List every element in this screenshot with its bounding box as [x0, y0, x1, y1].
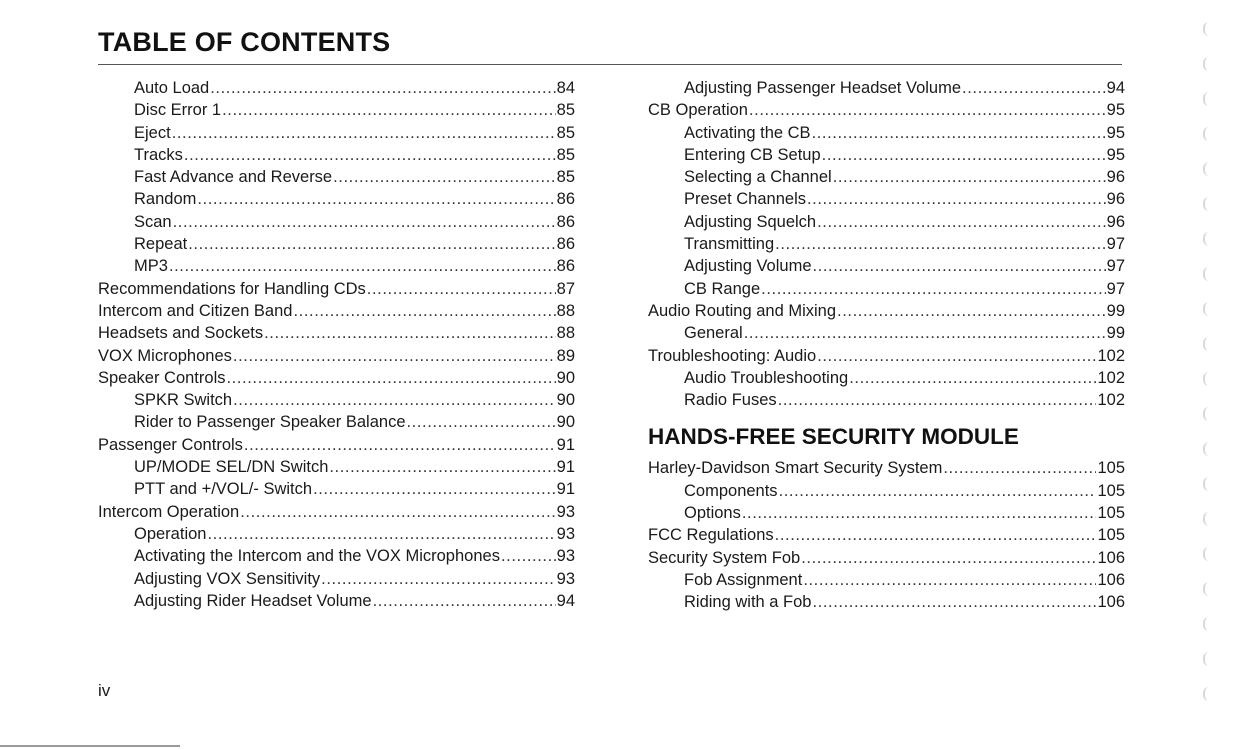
toc-entry[interactable]: [648, 211, 1125, 233]
toc-entry-label: Security System Fob: [648, 548, 801, 567]
toc-right-list: [648, 77, 1125, 411]
toc-entry-page: 90: [556, 368, 575, 387]
binding-mark: [1203, 687, 1211, 701]
toc-entry-page: 105: [1097, 526, 1125, 545]
toc-entry-label: VOX Microphones: [98, 346, 232, 365]
toc-entry-page: 97: [1106, 235, 1125, 254]
dot-leader: [313, 478, 556, 500]
toc-entry-label: Radio Fuses: [684, 391, 777, 410]
toc-left-column: [98, 77, 575, 612]
toc-entry-label: Options: [684, 504, 741, 523]
toc-entry-page: 88: [556, 301, 575, 320]
toc-entry-label: Repeat: [134, 235, 188, 254]
toc-entry[interactable]: [648, 77, 1125, 99]
toc-entry-label: Passenger Controls: [98, 435, 243, 454]
dot-leader: [197, 188, 555, 210]
toc-entry-label: Auto Load: [134, 79, 210, 97]
toc-entry-page: 86: [556, 235, 575, 254]
toc-entry[interactable]: [98, 322, 575, 344]
toc-entry[interactable]: [648, 322, 1125, 344]
dot-leader: [803, 569, 1096, 591]
binding-mark: [1203, 337, 1211, 351]
toc-entry[interactable]: [648, 255, 1125, 277]
toc-entry[interactable]: [98, 278, 575, 300]
binding-mark: [1203, 92, 1211, 106]
binding-mark: [1203, 302, 1211, 316]
binding-mark: [1203, 232, 1211, 246]
dot-leader: [169, 255, 556, 277]
title-divider: [98, 64, 1122, 65]
toc-entry-label: SPKR Switch: [134, 391, 233, 410]
toc-entry-label: CB Range: [684, 279, 761, 298]
dot-leader: [779, 480, 1097, 502]
toc-security-list: [648, 457, 1125, 613]
binding-mark: [1203, 267, 1211, 281]
binding-mark: [1203, 407, 1211, 421]
dot-leader: [226, 367, 555, 389]
toc-entry[interactable]: [648, 300, 1125, 322]
section-heading-security: HANDS-FREE SECURITY MODULE: [648, 424, 1019, 450]
toc-entry-page: 85: [556, 168, 575, 187]
toc-entry-label: Riding with a Fob: [684, 593, 812, 612]
toc-entry-label: Adjusting Volume: [684, 257, 812, 276]
dot-leader: [501, 545, 556, 567]
dot-leader: [407, 411, 556, 433]
toc-entry-page: 93: [556, 524, 575, 543]
toc-entry-label: Harley-Davidson Smart Security System: [648, 459, 943, 478]
binding-mark: [1203, 372, 1211, 386]
toc-entry-label: Intercom and Citizen Band: [98, 301, 293, 320]
toc-entry-page: 86: [556, 212, 575, 231]
binding-mark: [1203, 477, 1211, 491]
toc-entry-page: 105: [1097, 459, 1125, 478]
page-title: TABLE OF CONTENTS: [98, 27, 391, 57]
toc-entry[interactable]: [98, 389, 575, 411]
toc-entry-label: Fob Assignment: [684, 570, 803, 589]
toc-entry[interactable]: [648, 188, 1125, 210]
toc-entry-page: 105: [1097, 481, 1125, 500]
toc-entry[interactable]: [648, 591, 1125, 613]
toc-entry[interactable]: [98, 478, 575, 500]
dot-leader: [244, 434, 556, 456]
dot-leader: [849, 367, 1096, 389]
toc-entry[interactable]: [98, 211, 575, 233]
toc-entry-label: Recommendations for Handling CDs: [98, 279, 366, 298]
dot-leader: [817, 345, 1096, 367]
dot-leader: [373, 590, 556, 612]
toc-entry-label: Audio Troubleshooting: [684, 368, 849, 387]
toc-entry-page: 95: [1106, 123, 1125, 142]
binding-mark: [1203, 22, 1211, 36]
dot-leader: [329, 456, 555, 478]
toc-entry-page: 91: [556, 458, 575, 477]
toc-entry-label: MP3: [134, 257, 168, 276]
dot-leader: [210, 77, 555, 99]
dot-leader: [207, 523, 555, 545]
toc-entry-label: Intercom Operation: [98, 502, 240, 521]
binding-mark: [1203, 512, 1211, 526]
toc-entry[interactable]: [98, 77, 575, 99]
toc-entry-label: Speaker Controls: [98, 368, 226, 387]
toc-entry-label: Adjusting Rider Headset Volume: [134, 591, 372, 610]
dot-leader: [943, 457, 1096, 479]
dot-leader: [188, 233, 555, 255]
toc-entry-label: Activating the Intercom and the VOX Microphones: [134, 547, 500, 566]
toc-entry-page: 91: [556, 435, 575, 454]
toc-entry[interactable]: [98, 590, 575, 612]
dot-leader: [264, 322, 556, 344]
dot-leader: [749, 99, 1106, 121]
toc-entry-label: Selecting a Channel: [684, 168, 832, 187]
toc-entry[interactable]: [98, 523, 575, 545]
binding-mark: [1203, 617, 1211, 631]
toc-entry-page: 86: [556, 257, 575, 276]
toc-entry-page: 97: [1106, 257, 1125, 276]
toc-entry-label: Preset Channels: [684, 190, 806, 209]
toc-entry-label: Adjusting Squelch: [684, 212, 817, 231]
toc-entry-label: General: [684, 324, 743, 343]
toc-entry-label: Headsets and Sockets: [98, 324, 264, 343]
binding-mark: [1203, 582, 1211, 596]
dot-leader: [833, 166, 1106, 188]
dot-leader: [233, 345, 556, 367]
dot-leader: [778, 389, 1097, 411]
toc-entry-page: 87: [556, 279, 575, 298]
toc-entry-page: 94: [1106, 79, 1125, 97]
toc-entry-label: Rider to Passenger Speaker Balance: [134, 413, 406, 432]
toc-entry[interactable]: [648, 144, 1125, 166]
dot-leader: [801, 547, 1096, 569]
toc-entry-label: Fast Advance and Reverse: [134, 168, 333, 187]
toc-entry-label: Components: [684, 481, 778, 500]
toc-entry[interactable]: [98, 99, 575, 121]
toc-entry[interactable]: [98, 456, 575, 478]
toc-entry[interactable]: [648, 569, 1125, 591]
toc-entry[interactable]: [648, 367, 1125, 389]
dot-leader: [962, 77, 1106, 99]
dot-leader: [813, 255, 1106, 277]
dot-leader: [775, 233, 1105, 255]
toc-entry-page: 106: [1097, 548, 1125, 567]
toc-entry-page: 88: [556, 324, 575, 343]
toc-entry-label: FCC Regulations: [648, 526, 774, 545]
toc-entry[interactable]: [98, 367, 575, 389]
toc-entry-label: Troubleshooting: Audio: [648, 346, 817, 365]
toc-entry[interactable]: [648, 233, 1125, 255]
toc-entry-page: 90: [556, 391, 575, 410]
toc-entry-page: 84: [556, 79, 575, 97]
toc-entry-label: Activating the CB: [684, 123, 811, 142]
toc-entry-page: 91: [556, 480, 575, 499]
toc-entry-label: Operation: [134, 524, 207, 543]
toc-right-column: [648, 77, 1125, 614]
page-number: iv: [98, 681, 111, 700]
dot-leader: [293, 300, 555, 322]
toc-entry-page: 99: [1106, 324, 1125, 343]
toc-entry-label: Audio Routing and Mixing: [648, 301, 837, 320]
toc-entry-page: 95: [1106, 101, 1125, 120]
toc-entry[interactable]: [98, 144, 575, 166]
toc-entry[interactable]: [648, 480, 1125, 502]
toc-entry[interactable]: [98, 434, 575, 456]
toc-entry-page: 85: [556, 101, 575, 120]
toc-entry-page: 106: [1097, 570, 1125, 589]
toc-entry-page: 97: [1106, 279, 1125, 298]
dot-leader: [333, 166, 556, 188]
dot-leader: [812, 591, 1096, 613]
toc-entry-page: 93: [556, 547, 575, 566]
toc-entry-label: Scan: [134, 212, 172, 231]
dot-leader: [744, 322, 1106, 344]
toc-entry[interactable]: [98, 255, 575, 277]
toc-entry-page: 90: [556, 413, 575, 432]
toc-entry[interactable]: [98, 545, 575, 567]
binding-mark: [1203, 127, 1211, 141]
dot-leader: [761, 278, 1106, 300]
dot-leader: [822, 144, 1106, 166]
dot-leader: [817, 211, 1106, 233]
dot-leader: [233, 389, 556, 411]
dot-leader: [742, 502, 1097, 524]
toc-entry[interactable]: [98, 166, 575, 188]
dot-leader: [837, 300, 1106, 322]
toc-entry[interactable]: [648, 122, 1125, 144]
toc-entry-page: 102: [1097, 368, 1125, 387]
toc-entry[interactable]: [98, 411, 575, 433]
toc-entry-page: 102: [1097, 346, 1125, 365]
toc-entry-page: 89: [556, 346, 575, 365]
toc-entry-label: PTT and +/VOL/- Switch: [134, 480, 313, 499]
toc-entry-page: 95: [1106, 145, 1125, 164]
dot-leader: [812, 122, 1106, 144]
toc-entry-page: 85: [556, 145, 575, 164]
dot-leader: [172, 122, 556, 144]
toc-entry[interactable]: [98, 345, 575, 367]
toc-entry-label: CB Operation: [648, 101, 748, 120]
toc-entry-label: Eject: [134, 123, 171, 142]
binding-mark: [1203, 652, 1211, 666]
toc-entry-page: 86: [556, 190, 575, 209]
toc-entry-label: Transmitting: [684, 235, 775, 254]
toc-entry[interactable]: [648, 345, 1125, 367]
toc-entry-label: Entering CB Setup: [684, 145, 821, 164]
toc-entry[interactable]: [98, 501, 575, 523]
dot-leader: [184, 144, 556, 166]
toc-entry[interactable]: [648, 278, 1125, 300]
binding-mark: [1203, 442, 1211, 456]
toc-entry-page: 93: [556, 569, 575, 588]
toc-entry-label: UP/MODE SEL/DN Switch: [134, 458, 329, 477]
toc-entry[interactable]: [648, 502, 1125, 524]
toc-entry-page: 96: [1106, 212, 1125, 231]
toc-entry-page: 105: [1097, 504, 1125, 523]
binding-mark: [1203, 57, 1211, 71]
toc-entry-page: 99: [1106, 301, 1125, 320]
toc-entry[interactable]: [648, 166, 1125, 188]
binding-mark: [1203, 547, 1211, 561]
toc-entry[interactable]: [98, 122, 575, 144]
toc-entry[interactable]: [648, 457, 1125, 479]
toc-entry-label: Adjusting VOX Sensitivity: [134, 569, 321, 588]
toc-entry[interactable]: [98, 300, 575, 322]
dot-leader: [173, 211, 556, 233]
toc-entry[interactable]: [648, 99, 1125, 121]
toc-entry-page: 106: [1097, 593, 1125, 612]
toc-entry-page: 102: [1097, 391, 1125, 410]
dot-leader: [240, 501, 555, 523]
toc-entry-page: 94: [556, 591, 575, 610]
toc-entry[interactable]: [98, 188, 575, 210]
toc-entry-page: 85: [556, 123, 575, 142]
binding-mark: [1203, 197, 1211, 211]
dot-leader: [775, 524, 1097, 546]
toc-entry-page: 96: [1106, 190, 1125, 209]
dot-leader: [807, 188, 1106, 210]
toc-entry-label: Adjusting Passenger Headset Volume: [684, 79, 962, 97]
toc-entry[interactable]: [648, 389, 1125, 411]
toc-entry[interactable]: [98, 568, 575, 590]
toc-entry-page: 93: [556, 502, 575, 521]
toc-entry[interactable]: [648, 524, 1125, 546]
toc-entry-label: Random: [134, 190, 197, 209]
binding-mark: [1203, 162, 1211, 176]
toc-entry-page: 96: [1106, 168, 1125, 187]
scan-edge-line: [0, 745, 180, 747]
dot-leader: [321, 568, 555, 590]
toc-entry-label: Tracks: [134, 145, 183, 164]
toc-entry-label: Disc Error 1: [134, 101, 222, 120]
toc-entry[interactable]: [648, 547, 1125, 569]
dot-leader: [222, 99, 556, 121]
dot-leader: [367, 278, 556, 300]
toc-entry[interactable]: [98, 233, 575, 255]
